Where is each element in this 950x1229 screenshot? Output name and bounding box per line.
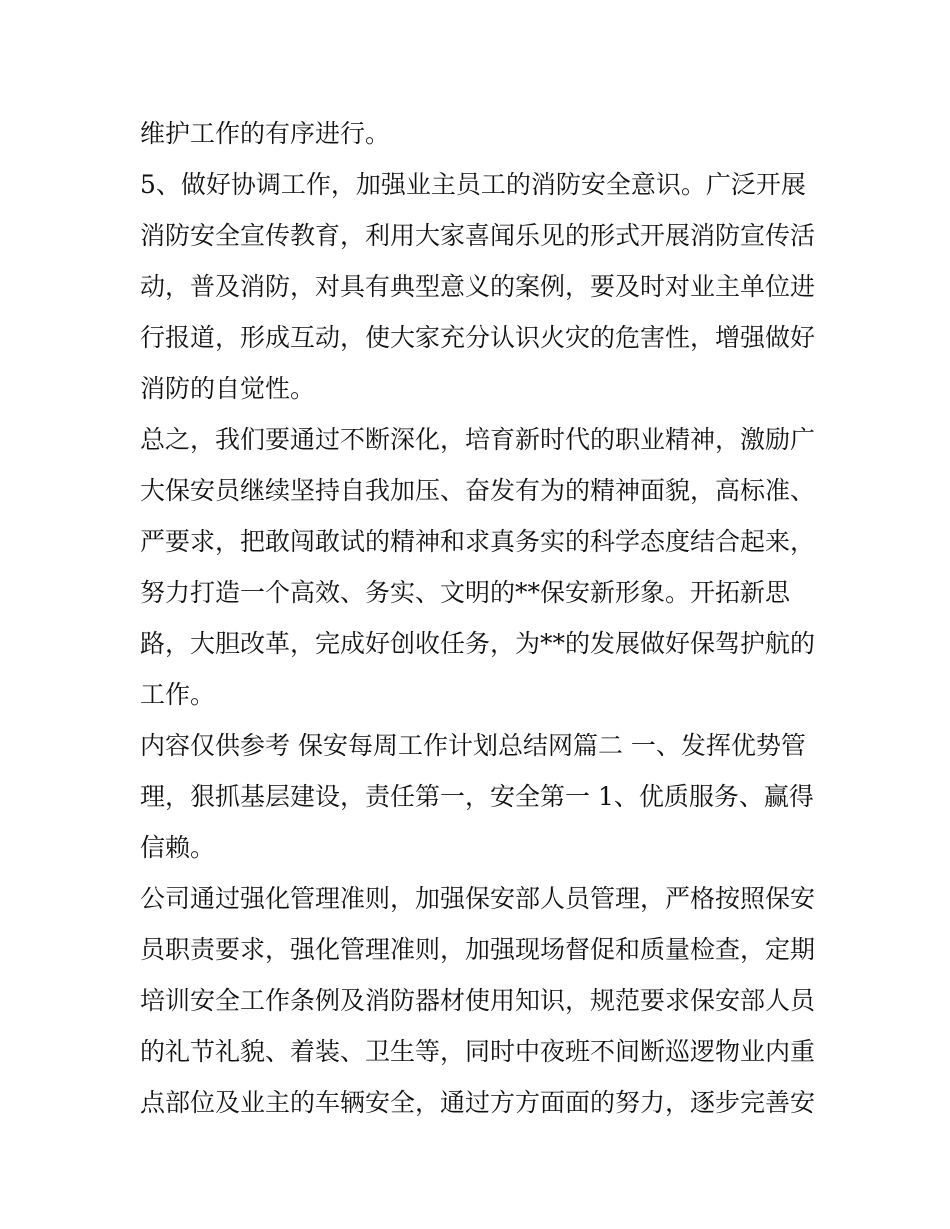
text-line: 路，大胆改革，完成好创收任务，为**的发展做好保驾护航的: [140, 629, 816, 658]
text-line: 行报道，形成互动，使大家充分认识火灾的危害性，增强做好: [140, 323, 816, 352]
text-line: 总之，我们要通过不断深化，培育新时代的职业精神，激励广: [140, 425, 816, 454]
text-line: 点部位及业主的车辆安全，通过方方面面的努力，逐步完善安: [140, 1088, 816, 1117]
text-line: 消防的自觉性。: [140, 374, 316, 403]
text-line: 的礼节礼貌、着装、卫生等，同时中夜班不间断巡逻物业内重: [140, 1037, 816, 1066]
text-line: 培训安全工作条例及消防器材使用知识，规范要求保安部人员: [140, 986, 816, 1015]
text-line: 消防安全宣传教育，利用大家喜闻乐见的形式开展消防宣传活: [140, 221, 816, 250]
text-line: 维护工作的有序进行。: [140, 119, 391, 148]
text-line: 公司通过强化管理准则，加强保安部人员管理，严格按照保安: [140, 884, 816, 913]
text-line: 努力打造一个高效、务实、文明的**保安新形象。开拓新思: [140, 578, 791, 607]
text-line: 动，普及消防，对具有典型意义的案例，要及时对业主单位进: [140, 272, 816, 301]
text-line: 5、做好协调工作，加强业主员工的消防安全意识。广泛开展: [140, 170, 806, 199]
text-line: 大保安员继续坚持自我加压、奋发有为的精神面貌，高标准、: [140, 476, 816, 505]
text-line: 员职责要求，强化管理准则，加强现场督促和质量检查，定期: [140, 935, 816, 964]
text-line: 信赖。: [140, 833, 216, 862]
text-line: 工作。: [140, 680, 216, 709]
text-line: 内容仅供参考 保安每周工作计划总结网篇二 一、发挥优势管: [140, 731, 806, 760]
document-body: [140, 108, 820, 1128]
text-line: 理，狠抓基层建设，责任第一，安全第一 1、优质服务、赢得: [140, 782, 814, 811]
text-line: 严要求，把敢闯敢试的精神和求真务实的科学态度结合起来，: [140, 527, 816, 556]
